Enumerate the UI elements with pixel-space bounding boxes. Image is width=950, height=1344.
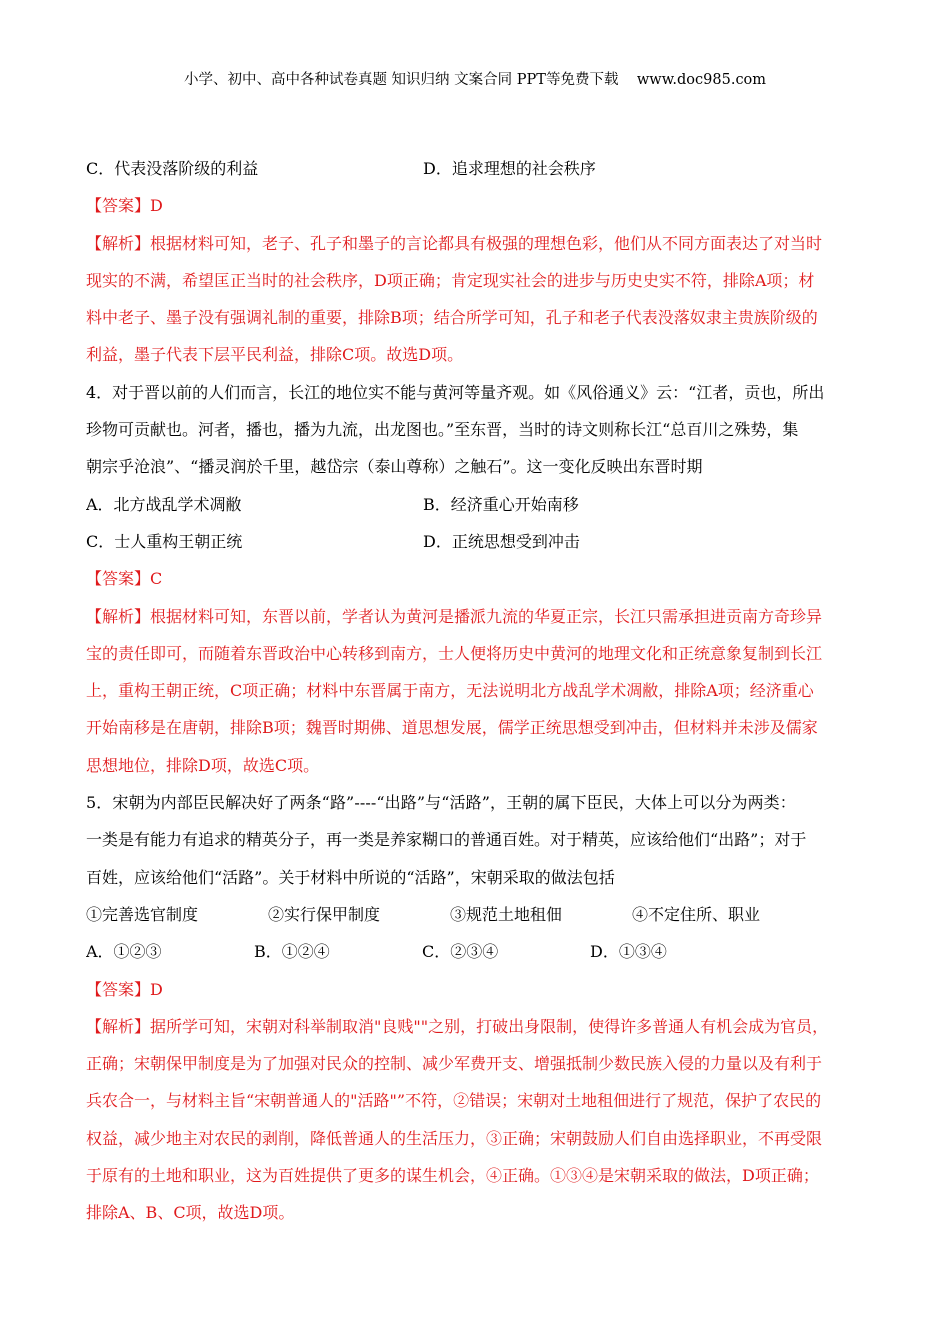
q5-analysis-line: 排除A、B、C项，故选D项。 <box>86 1203 295 1223</box>
q4-analysis-line: 宝的责任即可，而随着东晋政治中心转移到南方，士人便将历史中黄河的地理文化和正统意象复制到长江 <box>86 643 823 663</box>
q5-analysis-line: 于原有的土地和职业，这为百姓提供了更多的谋生机会，④正确。①③④是宋朝采取的做法，D项正确； <box>86 1166 819 1186</box>
q5-items-row <box>86 896 866 933</box>
q5-option-c: C．②③④ <box>422 942 499 962</box>
q5-item: ②实行保甲制度 <box>268 904 381 924</box>
q4-option-b: B．经济重心开始南移 <box>423 494 579 514</box>
q4-stem-line: 朝宗乎沧浪”、“播灵润於千里，越岱宗（泰山尊称）之触石”。这一变化反映出东晋时期 <box>86 457 703 477</box>
q5-option-d: D．①③④ <box>590 942 667 962</box>
q3-analysis-line: 【解析】根据材料可知，老子、孔子和墨子的言论都具有极强的理想色彩，他们从不同方面表达了对当时 <box>86 233 823 253</box>
q5-stem-line: 一类是有能力有追求的精英分子，再一类是养家糊口的普通百姓。对于精英，应该给他们“出路”；对于 <box>86 830 807 850</box>
q5-item: ④不定住所、职业 <box>632 904 761 924</box>
q3-analysis-line: 现实的不满，希望匡正当时的社会秩序，D项正确；肯定现实社会的进步与历史史实不符，排除A项；材 <box>86 270 815 290</box>
q5-analysis-line: 正确；宋朝保甲制度是为了加强对民众的控制、减少军费开支、增强抵制少数民族入侵的力量以及有利于 <box>86 1054 823 1074</box>
q5-analysis-line: 【解析】据所学可知，宋朝对科举制取消"良贱""之别，打破出身限制，使得许多普通人有机会成为官员， <box>86 1016 829 1036</box>
q5-answer: 【答案】D <box>86 979 163 999</box>
q3-analysis-line: 利益，墨子代表下层平民利益，排除C项。故选D项。 <box>86 345 464 365</box>
q5-stem-line: 5．宋朝为内部臣民解决好了两条“路”----“出路”与“活路”，王朝的属下臣民，大体上可以分为两类： <box>86 793 796 813</box>
q4-analysis-line: 开始南移是在唐朝，排除B项；魏晋时期佛、道思想发展，儒学正统思想受到冲击，但材料并未涉及儒家 <box>86 718 818 738</box>
q4-options-row <box>86 523 866 560</box>
q4-stem-line: 4．对于晋以前的人们而言，长江的地位实不能与黄河等量齐观。如《风俗通义》云：“江者，贡也，所出 <box>86 382 825 402</box>
q5-option-b: B．①②④ <box>254 942 330 962</box>
q5-options-row <box>86 933 866 970</box>
q5-item: ③规范土地租佃 <box>450 904 563 924</box>
q3-options-row <box>86 150 866 187</box>
q5-analysis-line: 权益，减少地主对农民的剥削，降低普通人的生活压力，③正确；宋朝鼓励人们自由选择职业，不再受限 <box>86 1128 823 1148</box>
page-content <box>86 150 866 1232</box>
q4-analysis-line: 【解析】根据材料可知，东晋以前，学者认为黄河是播派九流的华夏正宗，长江只需承担进贡南方奇珍异 <box>86 606 823 626</box>
q4-option-d: D．正统思想受到冲击 <box>423 531 580 551</box>
q4-analysis-line: 思想地位，排除D项，故选C项。 <box>86 755 320 775</box>
q3-option-c: C．代表没落阶级的利益 <box>86 159 259 178</box>
q3-option-d: D．追求理想的社会秩序 <box>423 159 596 178</box>
q5-analysis-line: 兵农合一，与材料主旨“宋朝普通人的"活路"”不符，②错误；宋朝对土地租佃进行了规范，保护了农民的 <box>86 1091 822 1111</box>
q3-analysis-line: 料中老子、墨子没有强调礼制的重要，排除B项；结合所学可知，孔子和老子代表没落奴隶主贵族阶级的 <box>86 308 818 328</box>
q3-answer: 【答案】D <box>86 196 163 216</box>
page-header: 小学、初中、高中各种试卷真题 知识归纳 文案合同 PPT等免费下载 www.doc985.com <box>183 72 767 88</box>
q4-analysis-line: 上，重构王朝正统，C项正确；材料中东晋属于南方，无法说明北方战乱学术凋敝，排除A项；经济重心 <box>86 681 814 701</box>
q4-stem-line: 珍物可贡献也。河者，播也，播为九流，出龙图也。”至东晋，当时的诗文则称长江“总百川之殊势，集 <box>86 420 799 440</box>
q4-answer: 【答案】C <box>86 569 163 589</box>
q4-option-c: C．士人重构王朝正统 <box>86 531 243 551</box>
q5-stem-line: 百姓，应该给他们“活路”。关于材料中所说的“活路”，宋朝采取的做法包括 <box>86 867 615 887</box>
q5-option-a: A．①②③ <box>86 942 162 962</box>
q5-item: ①完善选官制度 <box>86 904 199 924</box>
q4-options-row <box>86 486 866 523</box>
q4-option-a: A．北方战乱学术凋敝 <box>86 494 242 514</box>
